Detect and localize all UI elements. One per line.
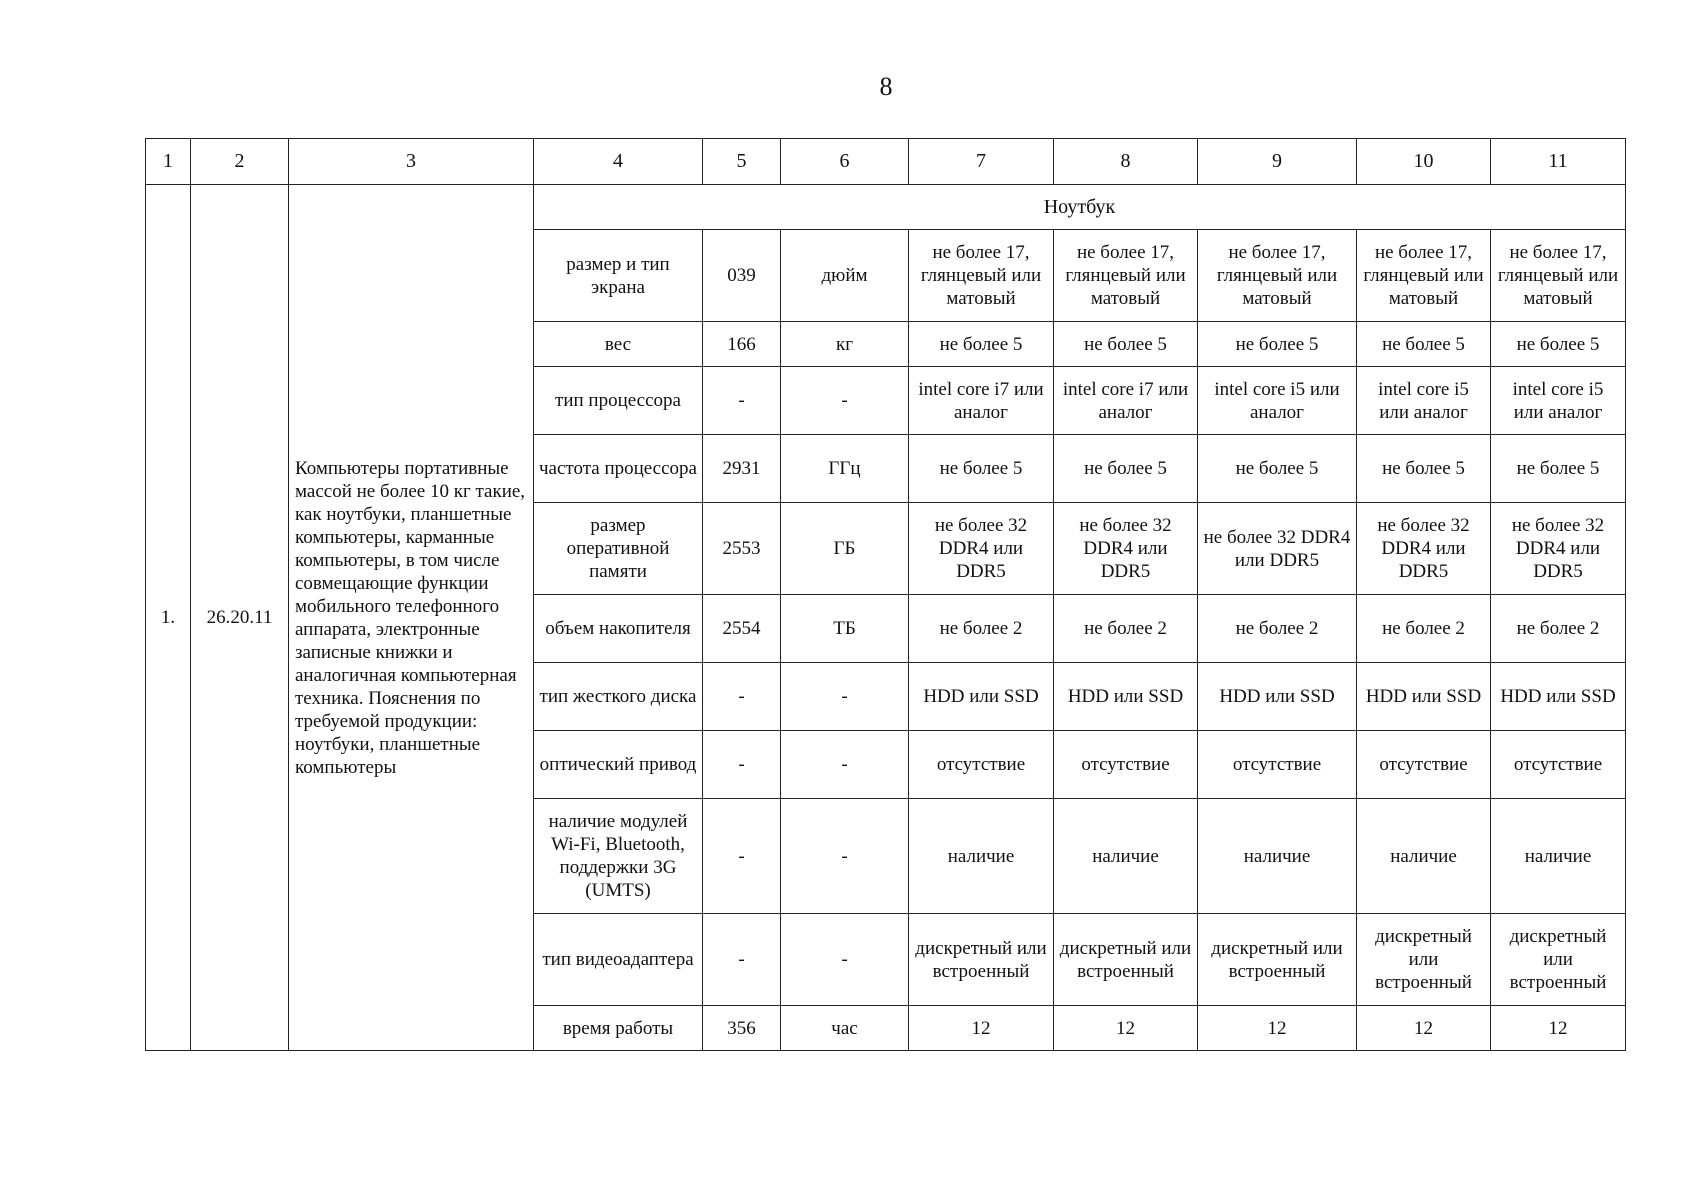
- characteristic-value: не более 2: [1198, 595, 1357, 663]
- characteristic-value: intel core i5 или аналог: [1357, 367, 1491, 435]
- header-cell: 11: [1491, 139, 1626, 185]
- characteristic-value: HDD или SSD: [1491, 663, 1626, 731]
- characteristic-name: тип видеоадаптера: [534, 914, 703, 1006]
- characteristic-value: 12: [1054, 1006, 1198, 1051]
- header-row: [146, 139, 1626, 185]
- characteristic-value: HDD или SSD: [1357, 663, 1491, 731]
- characteristic-value: не более 17, глянцевый или матовый: [1198, 230, 1357, 322]
- header-cell: 6: [781, 139, 909, 185]
- characteristic-value: HDD или SSD: [909, 663, 1054, 731]
- okpd-code: 26.20.11: [191, 185, 289, 1051]
- characteristic-name: тип процессора: [534, 367, 703, 435]
- characteristic-value: не более 5: [1491, 322, 1626, 367]
- characteristic-value: наличие: [1198, 799, 1357, 914]
- characteristic-value: не более 5: [1054, 322, 1198, 367]
- characteristic-value: отсутствие: [1357, 731, 1491, 799]
- characteristic-value: не более 5: [1198, 322, 1357, 367]
- characteristic-code: 2931: [703, 435, 781, 503]
- characteristic-unit: дюйм: [781, 230, 909, 322]
- characteristic-value: не более 5: [1198, 435, 1357, 503]
- characteristic-code: 356: [703, 1006, 781, 1051]
- characteristic-code: -: [703, 663, 781, 731]
- characteristic-value: HDD или SSD: [1198, 663, 1357, 731]
- header-cell: 9: [1198, 139, 1357, 185]
- characteristic-value: не более 17, глянцевый или матовый: [1054, 230, 1198, 322]
- characteristic-value: не более 32 DDR4 или DDR5: [1198, 503, 1357, 595]
- characteristic-value: не более 5: [1491, 435, 1626, 503]
- characteristic-code: -: [703, 731, 781, 799]
- characteristic-value: наличие: [1054, 799, 1198, 914]
- characteristic-value: наличие: [1491, 799, 1626, 914]
- characteristic-value: не более 32 DDR4 или DDR5: [1491, 503, 1626, 595]
- characteristic-value: отсутствие: [1491, 731, 1626, 799]
- characteristic-value: intel core i5 или аналог: [1198, 367, 1357, 435]
- characteristic-value: не более 32 DDR4 или DDR5: [1357, 503, 1491, 595]
- characteristics-table: [145, 138, 1626, 1051]
- characteristic-unit: ГБ: [781, 503, 909, 595]
- header-cell: 1: [146, 139, 191, 185]
- characteristic-value: не более 5: [1357, 322, 1491, 367]
- characteristic-name: объем накопителя: [534, 595, 703, 663]
- header-cell: 2: [191, 139, 289, 185]
- characteristic-value: дискретный или встроенный: [1054, 914, 1198, 1006]
- characteristic-value: отсутствие: [1198, 731, 1357, 799]
- header-cell: 7: [909, 139, 1054, 185]
- characteristic-value: наличие: [1357, 799, 1491, 914]
- page-number: 8: [879, 72, 893, 101]
- characteristic-unit: -: [781, 914, 909, 1006]
- section-row: [146, 185, 1626, 230]
- characteristic-name: вес: [534, 322, 703, 367]
- characteristic-value: не более 17, глянцевый или матовый: [909, 230, 1054, 322]
- characteristic-unit: кг: [781, 322, 909, 367]
- characteristic-value: HDD или SSD: [1054, 663, 1198, 731]
- characteristic-value: intel core i7 или аналог: [1054, 367, 1198, 435]
- characteristic-code: -: [703, 367, 781, 435]
- characteristic-name: размер оперативной памяти: [534, 503, 703, 595]
- characteristic-unit: -: [781, 367, 909, 435]
- characteristic-value: 12: [1198, 1006, 1357, 1051]
- characteristic-value: дискретный или встроенный: [1198, 914, 1357, 1006]
- characteristic-value: 12: [1491, 1006, 1626, 1051]
- header-cell: 5: [703, 139, 781, 185]
- characteristic-value: не более 32 DDR4 или DDR5: [909, 503, 1054, 595]
- characteristic-value: не более 2: [1357, 595, 1491, 663]
- characteristic-name: тип жесткого диска: [534, 663, 703, 731]
- characteristic-value: 12: [1357, 1006, 1491, 1051]
- characteristic-value: не более 5: [1054, 435, 1198, 503]
- characteristic-value: intel core i7 или аналог: [909, 367, 1054, 435]
- characteristic-value: дискретный или встроенный: [909, 914, 1054, 1006]
- header-cell: 10: [1357, 139, 1491, 185]
- characteristic-code: -: [703, 914, 781, 1006]
- characteristic-value: дискретный или встроенный: [1357, 914, 1491, 1006]
- characteristic-value: не более 17, глянцевый или матовый: [1357, 230, 1491, 322]
- characteristic-name: оптический привод: [534, 731, 703, 799]
- characteristic-value: intel core i5 или аналог: [1491, 367, 1626, 435]
- characteristic-name: размер и тип экрана: [534, 230, 703, 322]
- characteristic-value: не более 32 DDR4 или DDR5: [1054, 503, 1198, 595]
- header-cell: 8: [1054, 139, 1198, 185]
- characteristic-value: не более 2: [909, 595, 1054, 663]
- characteristic-value: отсутствие: [909, 731, 1054, 799]
- characteristic-value: не более 2: [1054, 595, 1198, 663]
- characteristic-code: 039: [703, 230, 781, 322]
- characteristic-code: 166: [703, 322, 781, 367]
- characteristic-unit: -: [781, 731, 909, 799]
- characteristic-value: дискретный или встроенный: [1491, 914, 1626, 1006]
- row-number: 1.: [146, 185, 191, 1051]
- header-cell: 3: [289, 139, 534, 185]
- section-title: Ноутбук: [534, 185, 1626, 230]
- characteristic-value: не более 5: [1357, 435, 1491, 503]
- characteristic-code: 2553: [703, 503, 781, 595]
- characteristic-value: не более 2: [1491, 595, 1626, 663]
- characteristic-unit: -: [781, 663, 909, 731]
- characteristic-unit: час: [781, 1006, 909, 1051]
- characteristic-code: -: [703, 799, 781, 914]
- characteristic-name: время работы: [534, 1006, 703, 1051]
- characteristic-unit: -: [781, 799, 909, 914]
- characteristic-value: не более 5: [909, 322, 1054, 367]
- header-cell: 4: [534, 139, 703, 185]
- characteristic-name: частота процессора: [534, 435, 703, 503]
- characteristic-code: 2554: [703, 595, 781, 663]
- characteristic-value: не более 5: [909, 435, 1054, 503]
- characteristic-value: 12: [909, 1006, 1054, 1051]
- characteristic-name: наличие модулей Wi-Fi, Bluetooth, поддержки 3G (UMTS): [534, 799, 703, 914]
- product-description: Компьютеры портативные массой не более 10 кг такие, как ноутбуки, планшетные компьютеры, карманные компьютеры, в том числе совмещающие функции мобильного телефонного аппарата, электронные записные книжки и аналогичная компьютерная техника. Пояснения по требуемой продукции: ноутбуки, планшетные компьютеры: [289, 185, 534, 1051]
- characteristic-value: наличие: [909, 799, 1054, 914]
- characteristic-value: не более 17, глянцевый или матовый: [1491, 230, 1626, 322]
- characteristic-unit: ТБ: [781, 595, 909, 663]
- characteristic-unit: ГГц: [781, 435, 909, 503]
- characteristic-value: отсутствие: [1054, 731, 1198, 799]
